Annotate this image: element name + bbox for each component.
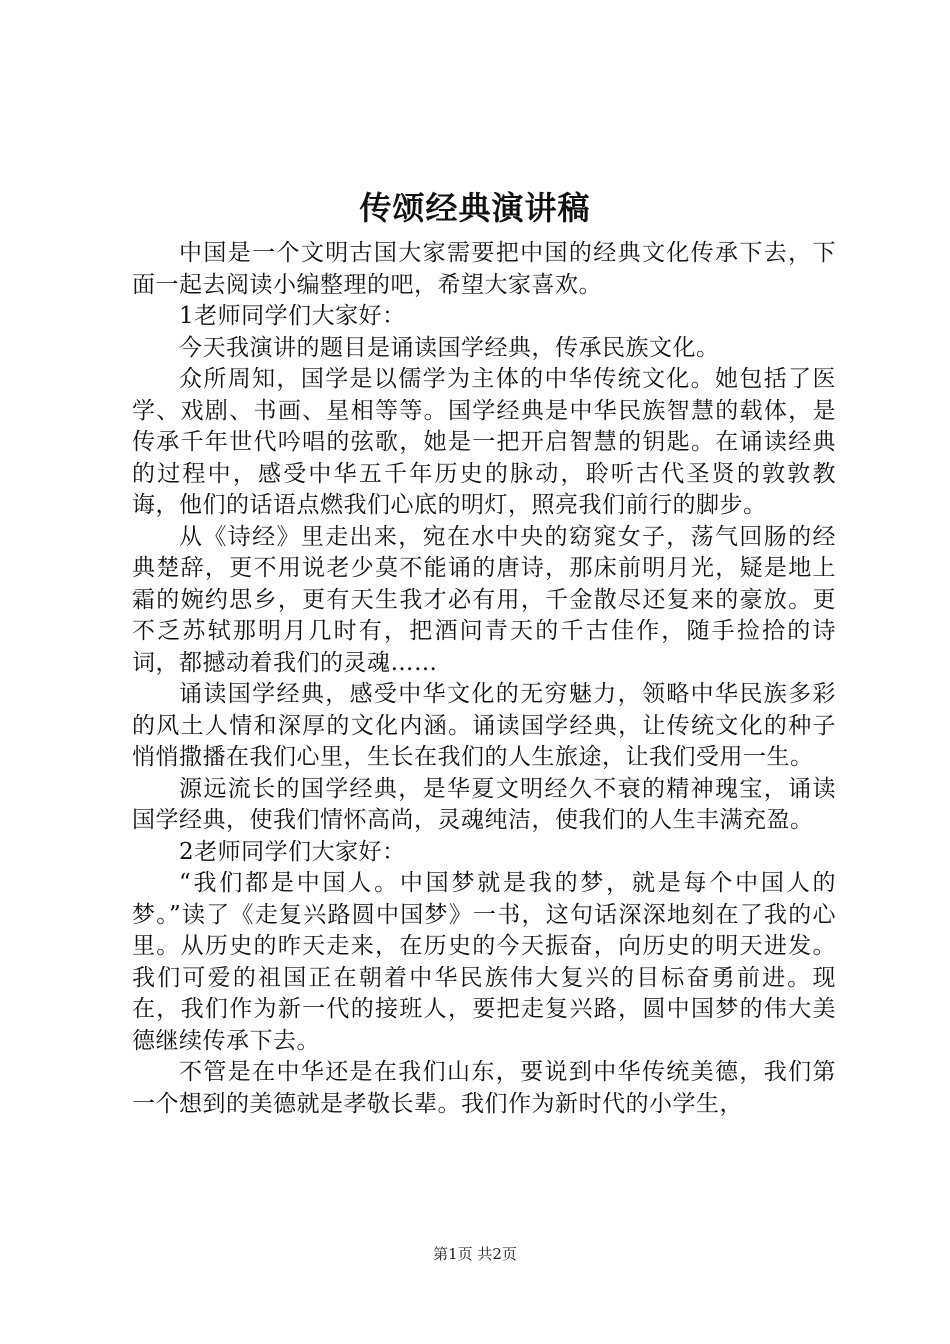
paragraph-filial-piety: 不管是在中华还是在我们山东，要说到中华传统美德，我们第一个想到的美德就是孝敬长辈。我们作为新时代的小学生， [132, 1059, 836, 1117]
paragraph-treasure: 源远流长的国学经典，是华夏文明经久不衰的精神瑰宝，诵读国学经典，使我们情怀高尚，灵魂纯洁，使我们的人生丰满充盈。 [132, 775, 836, 833]
paragraph-greeting-1: 1老师同学们大家好： [179, 303, 406, 329]
paragraph-topic: 今天我演讲的题目是诵读国学经典，传承民族文化。 [179, 334, 720, 361]
document-title: 传颂经典演讲稿 [359, 189, 591, 227]
paragraph-poetry: 从《诗经》里走出来，宛在水中央的窈窕女子，荡气回肠的经典楚辞，更不用说老少莫不能诵的唐诗，那床前明月光，疑是地上霜的婉约思乡，更有天生我才必有用，千金散尽还复来的豪放。更不乏苏轼那明月几时有，把酒问青天的千古佳作，随手捡拾的诗词，都撼动着我们的灵魂…… [132, 523, 836, 676]
paragraph-guoxue: 众所周知，国学是以儒学为主体的中华传统文化。她包括了医学、戏剧、书画、星相等等。国学经典是中华民族智慧的载体，是传承千年世代吟唱的弦歌，她是一把开启智慧的钥匙。在诵读经典的过程中，感受中华五千年历史的脉动，聆听古代圣贤的敦敦教诲，他们的话语点燃我们心底的明灯，照亮我们前行的脚步。 [132, 366, 836, 518]
page-indicator: 第1页 共2页 [433, 1245, 517, 1263]
paragraph-charm: 诵读国学经典，感受中华文化的无穷魅力，领略中华民族多彩的风土人情和深厚的文化内涵。诵读国学经典，让传统文化的种子悄悄撒播在我们心里，生长在我们的人生旅途，让我们受用一生。 [132, 681, 836, 770]
paragraph-greeting-2: 2老师同学们大家好： [179, 838, 406, 865]
paragraph-china-dream: “我们都是中国人。中国梦就是我的梦，就是每个中国人的梦。”读了《走复兴路圆中国梦》一书，这句话深深地刻在了我的心里。从历史的昨天走来，在历史的今天振奋，向历史的明天进发。我们可爱的祖国正在朝着中华民族伟大复兴的目标奋勇前进。现在，我们作为新一代的接班人，要把走复兴路，圆中国梦的伟大美德继续传承下去。 [132, 870, 836, 1054]
document-body [132, 238, 836, 1120]
paragraph-intro: 中国是一个文明古国大家需要把中国的经典文化传承下去，下面一起去阅读小编整理的吧，希望大家喜欢。 [132, 240, 836, 298]
